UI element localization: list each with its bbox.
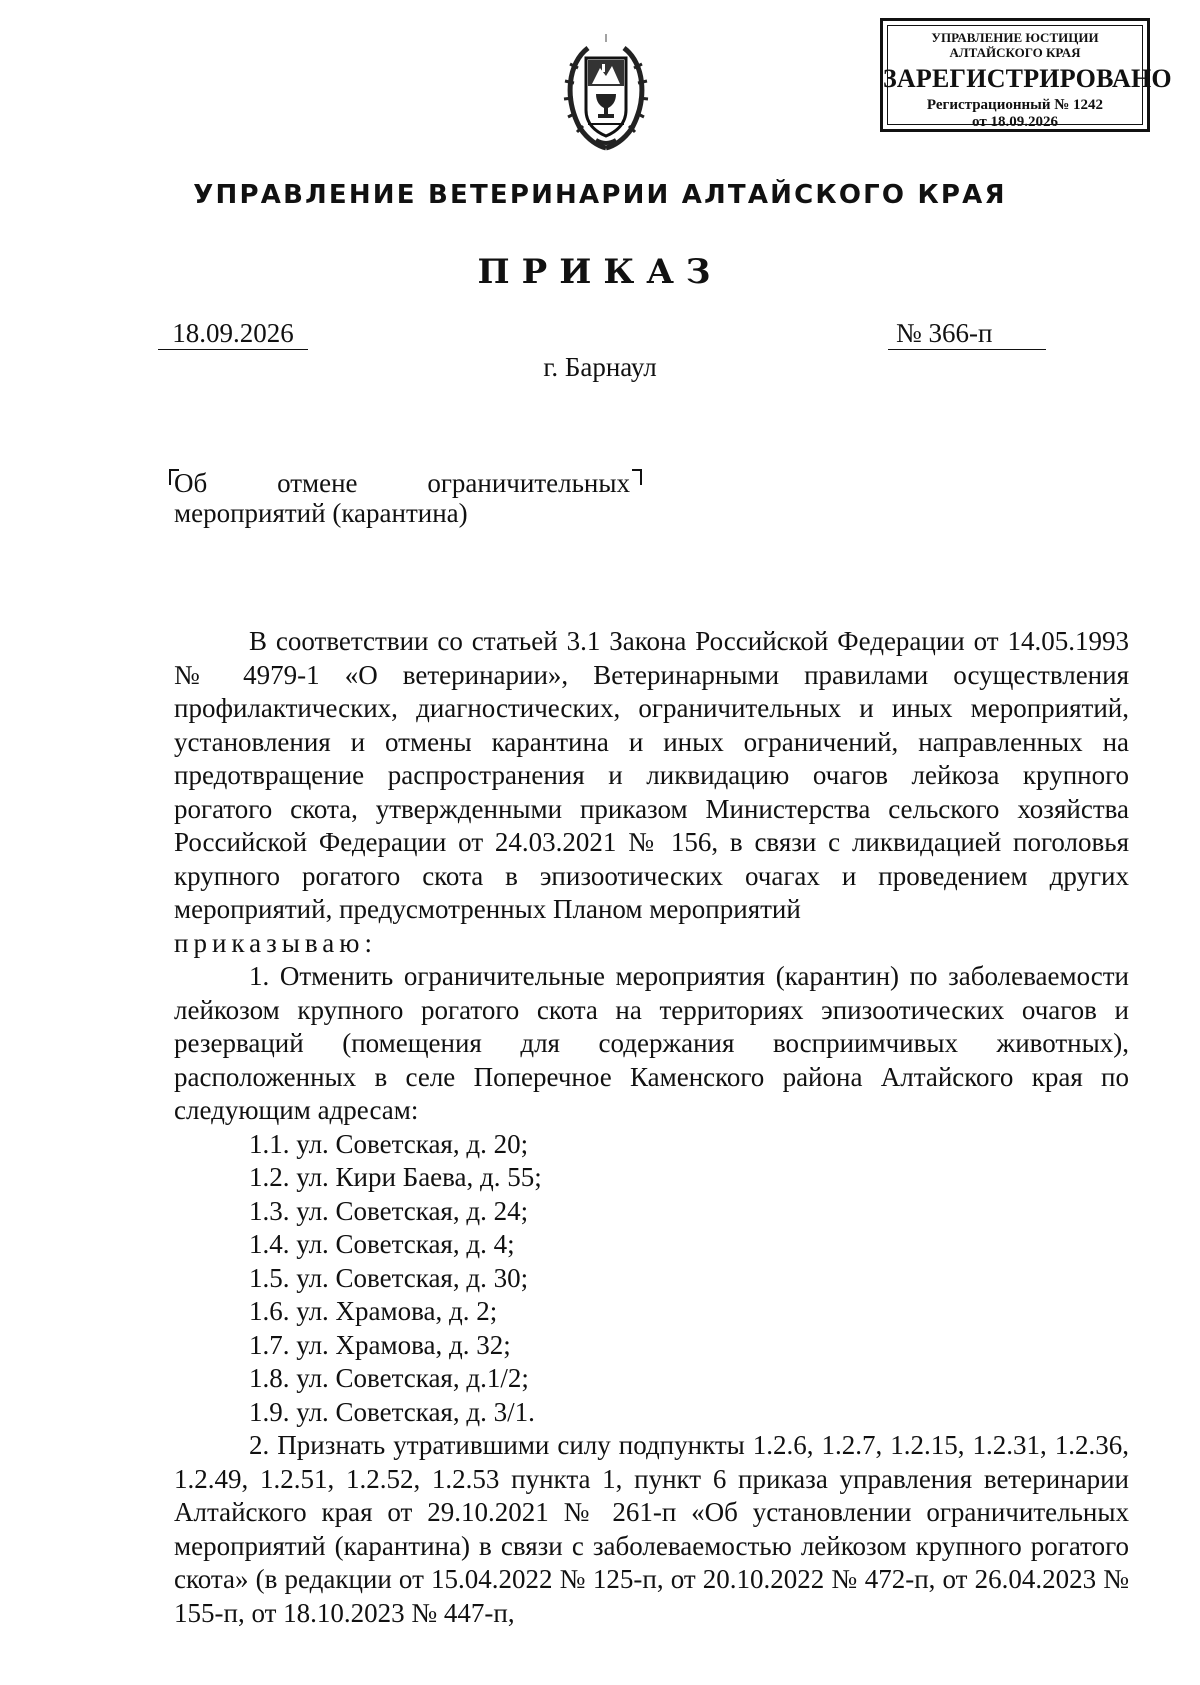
subject-word2: отмене — [277, 468, 358, 498]
preamble-paragraph: В соответствии со статьей 3.1 Закона Российской Федерации от 14.05.1993 № 4979-1 «О ветеринарии», Ветеринарными правилами осуществления профилактических, диагностических, ограничительных и иных мероприятий, установления и отмены карантина и иных ограничений, направленных на предотвращение распространения и ликвидацию очагов лейкоза крупного рогатого скота, утвержденными приказом Министерства сельского хозяйства Российской Федерации от 24.03.2021 № 156, в связи с ликвидацией поголовья крупного рогатого скота в эпизоотических очагах и проведением других мероприятий, предусмотренных Планом мероприятий — [174, 626, 1129, 924]
address-item: 1.2. ул. Кири Баева, д. 55; — [249, 1162, 542, 1192]
order-body — [174, 625, 1129, 1630]
address-item: 1.7. ул. Храмова, д. 32; — [249, 1329, 511, 1360]
address-item: 1.4. ул. Советская, д. 4; — [249, 1229, 515, 1259]
order-number: № 366-п — [888, 318, 1046, 350]
stamp-status: ЗАРЕГИСТРИРОВАНО — [883, 64, 1172, 93]
document-type-title: ПРИКАЗ — [477, 252, 723, 292]
point-2-paragraph: 2. Признать утратившими силу подпункты 1.2.6, 1.2.7, 1.2.15, 1.2.31, 1.2.36, 1.2.49, 1.2.51, 1.2.52, 1.2.53 пункта 1, пункт 6 приказа управления ветеринарии Алтайского края от 29.10.2021 № 261-п «Об установлении ограничительных мероприятий (карантина) в связи с заболеваемостью лейкозом крупного рогатого скота» (в редакции от 15.04.2022 № 125-п, от 20.10.2022 № 472-п, от 26.04.2023 № 155-п, от 18.10.2023 № 447-п, — [174, 1430, 1129, 1628]
subject-line2: мероприятий (карантина) — [174, 498, 468, 528]
order-directive-word: приказываю: — [174, 927, 377, 958]
order-city: г. Барнаул — [543, 352, 657, 382]
subject-word1: Об — [174, 468, 208, 498]
address-item: 1.3. ул. Советская, д. 24; — [249, 1195, 529, 1226]
stamp-authority-line1: УПРАВЛЕНИЕ ЮСТИЦИИ — [931, 30, 1099, 45]
address-list — [174, 1128, 1129, 1430]
subject-corner-right — [632, 469, 642, 485]
order-date: 18.09.2026 — [158, 318, 308, 350]
subject-line1 — [174, 468, 630, 498]
address-item: 1.5. ул. Советская, д. 30; — [249, 1262, 529, 1293]
address-item: 1.1. ул. Советская, д. 20; — [249, 1128, 529, 1159]
registration-stamp — [880, 18, 1172, 132]
order-subject — [174, 468, 630, 528]
point-1-paragraph: 1. Отменить ограничительные мероприятия (карантин) по заболеваемости лейкозом крупного рогатого скота на территориях эпизоотических очагов и резерваций (помещения для содержания восприимчивых животных), расположенных в селе Поперечное Каменского района Алтайского края по следующим адресам: — [174, 961, 1129, 1125]
address-item: 1.8. ул. Советская, д.1/2; — [249, 1363, 529, 1393]
subject-word3: ограничительных — [427, 468, 630, 498]
address-item: 1.6. ул. Храмова, д. 2; — [249, 1296, 498, 1326]
subject-corner-left — [169, 469, 179, 485]
stamp-registration-date: от 18.09.2026 — [972, 114, 1058, 130]
department-title: УПРАВЛЕНИЕ ВЕТЕРИНАРИИ АЛТАЙСКОГО КРАЯ — [193, 180, 1007, 210]
stamp-authority-line2: АЛТАЙСКОГО КРАЯ — [949, 45, 1081, 60]
address-item: 1.9. ул. Советская, д. 3/1. — [249, 1396, 535, 1427]
stamp-registration-number: Регистрационный № 1242 — [926, 97, 1104, 113]
coat-of-arms-emblem — [558, 28, 654, 156]
